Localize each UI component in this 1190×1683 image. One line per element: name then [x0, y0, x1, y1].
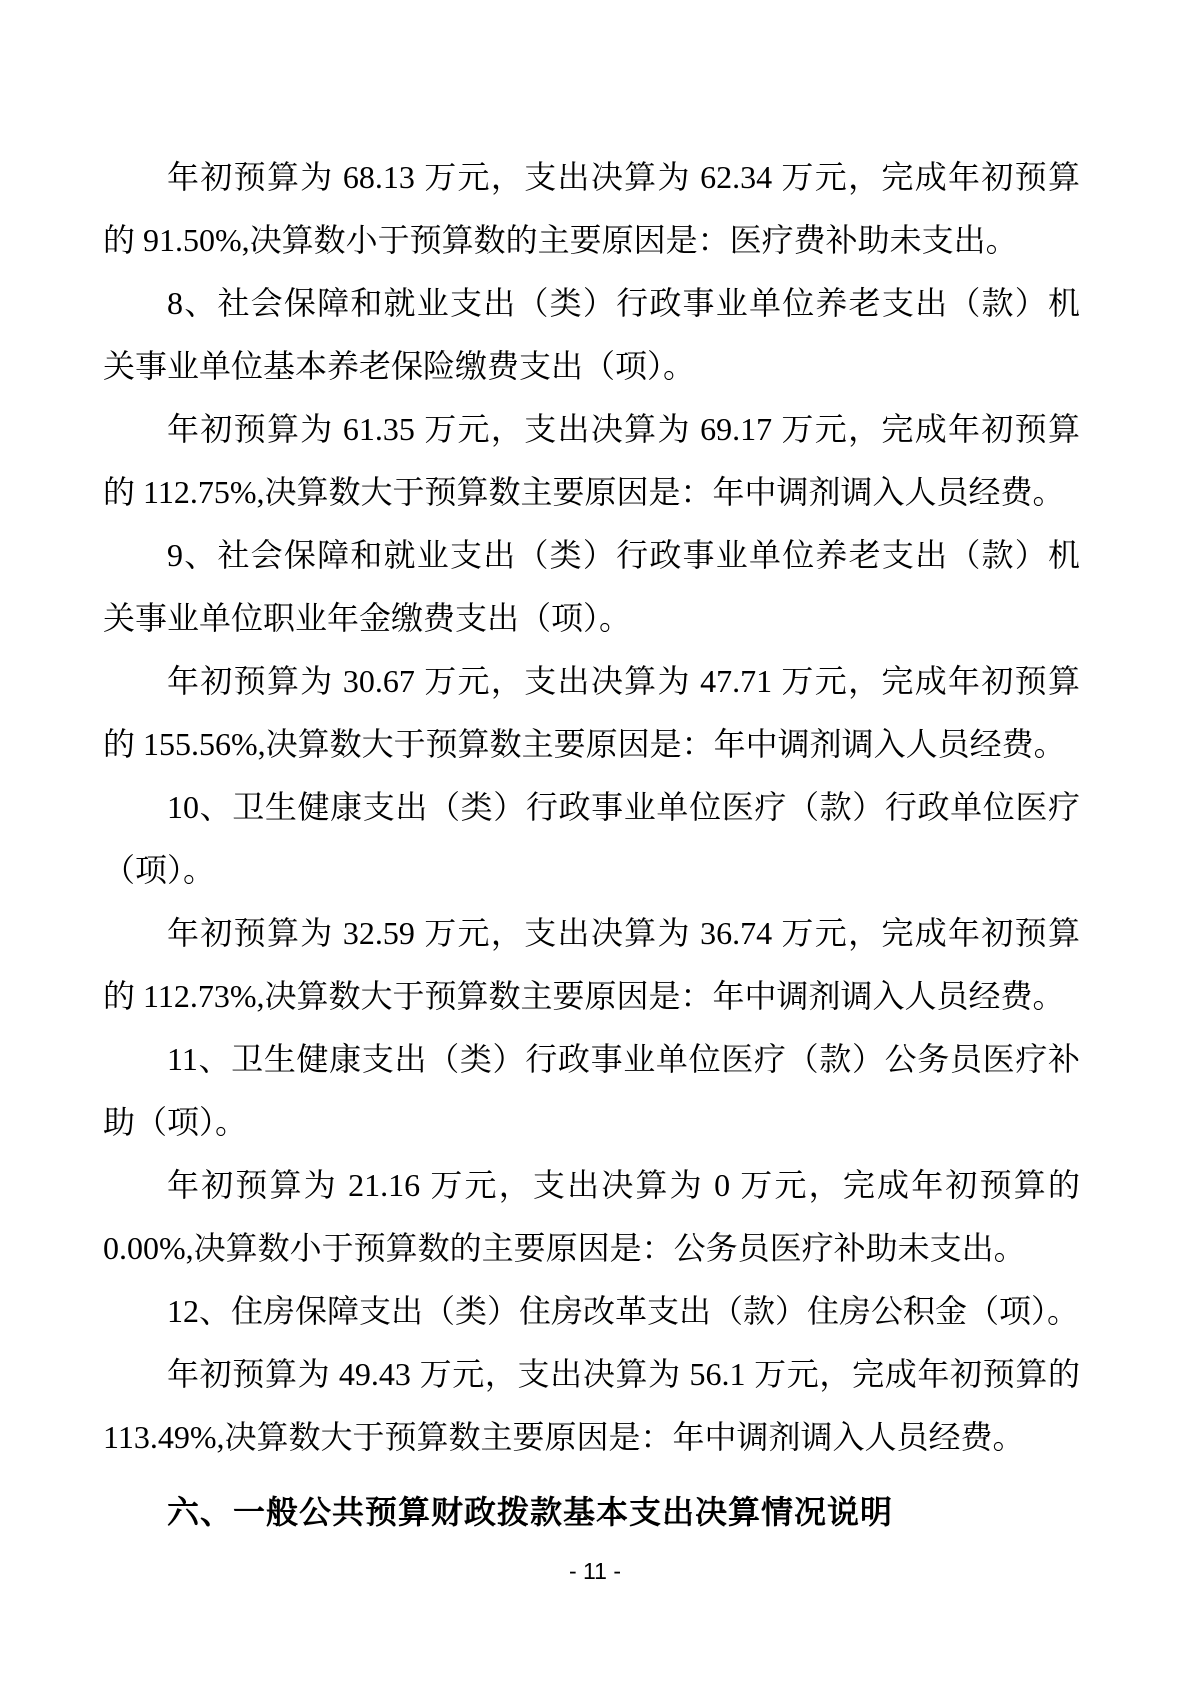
text-line: 8、社会保障和就业支出（类）行政事业单位养老支出（款）机: [167, 285, 1080, 321]
text-line: 113.49%,决算数大于预算数主要原因是：年中调剂调入人员经费。: [103, 1419, 1025, 1455]
text-line: 0.00%,决算数小于预算数的主要原因是：公务员医疗补助未支出。: [103, 1230, 1026, 1266]
text-line: 9、社会保障和就业支出（类）行政事业单位养老支出（款）机: [167, 537, 1080, 573]
document-body: [103, 146, 1080, 1544]
section-heading: 六、一般公共预算财政拨款基本支出决算情况说明: [167, 1494, 894, 1530]
text-line: 的 155.56%,决算数大于预算数主要原因是：年中调剂调入人员经费。: [103, 726, 1066, 762]
text-line: 年初预算为 32.59 万元，支出决算为 36.74 万元，完成年初预算: [167, 915, 1080, 951]
text-line: 12、住房保障支出（类）住房改革支出（款）住房公积金（项）。: [167, 1293, 1080, 1329]
text-line: 年初预算为 21.16 万元，支出决算为 0 万元，完成年初预算的: [167, 1167, 1080, 1203]
text-line: 的 112.75%,决算数大于预算数主要原因是：年中调剂调入人员经费。: [103, 474, 1065, 510]
text-line: 关事业单位职业年金缴费支出（项）。: [103, 600, 632, 636]
text-line: 年初预算为 30.67 万元，支出决算为 47.71 万元，完成年初预算: [167, 663, 1080, 699]
text-line: （项）。: [103, 852, 216, 888]
text-line: 年初预算为 49.43 万元，支出决算为 56.1 万元，完成年初预算的: [167, 1356, 1080, 1392]
text-line: 的 91.50%,决算数小于预算数的主要原因是：医疗费补助未支出。: [103, 222, 1018, 258]
text-line: 助（项）。: [103, 1104, 248, 1140]
text-line: 的 112.73%,决算数大于预算数主要原因是：年中调剂调入人员经费。: [103, 978, 1065, 1014]
text-line: 年初预算为 68.13 万元，支出决算为 62.34 万元，完成年初预算: [167, 159, 1080, 195]
text-line: 10、卫生健康支出（类）行政事业单位医疗（款）行政单位医疗: [167, 789, 1080, 825]
text-line: 11、卫生健康支出（类）行政事业单位医疗（款）公务员医疗补: [167, 1041, 1080, 1077]
text-line: 关事业单位基本养老保险缴费支出（项）。: [103, 348, 696, 384]
page-number: - 11 -: [569, 1558, 621, 1584]
text-line: 年初预算为 61.35 万元，支出决算为 69.17 万元，完成年初预算: [167, 411, 1080, 447]
